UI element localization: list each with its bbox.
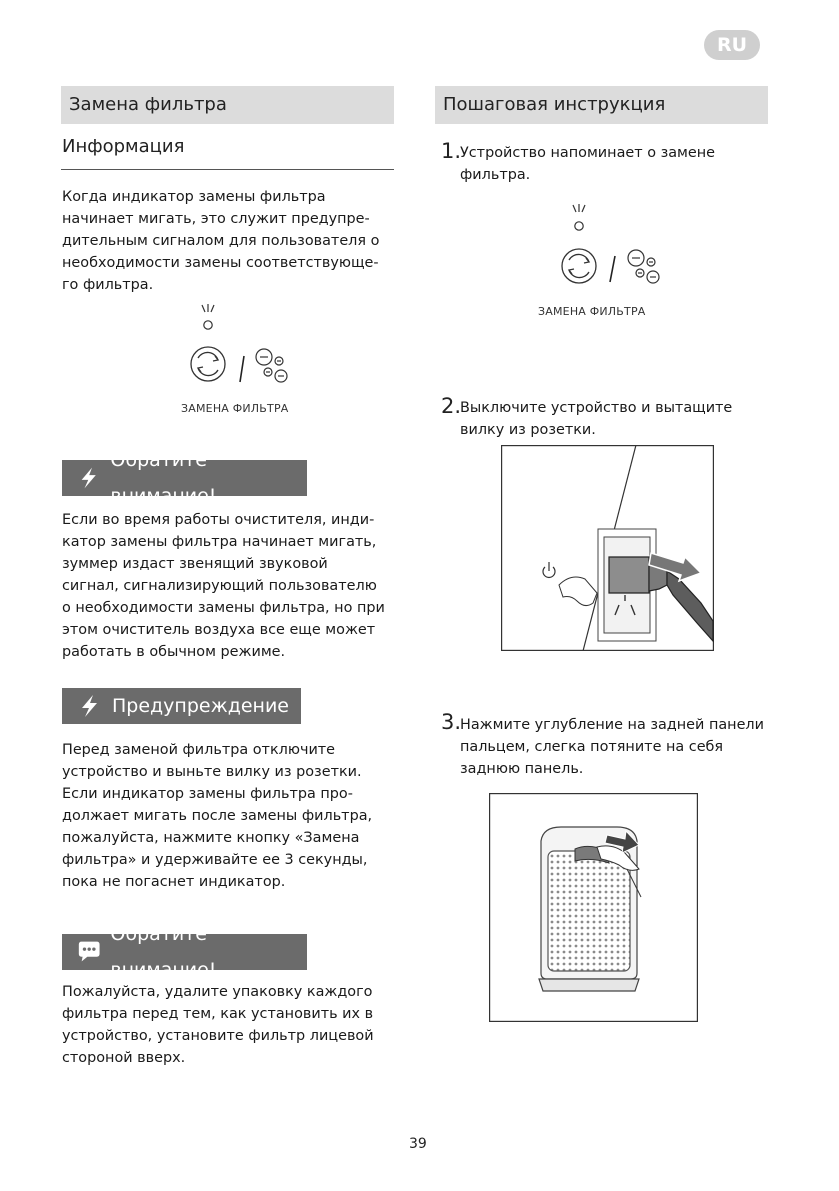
- back-panel-figure: [489, 793, 698, 1022]
- step-3-number: 3.: [441, 710, 462, 734]
- step-2-number: 2.: [441, 394, 462, 418]
- step-3-text: Нажмите углубление на задней панели пальцем, слегка потяните на себя заднюю панель.: [460, 717, 764, 777]
- info-paragraph: Когда индикатор замены фильтра начинает мигать, это служит предупре- дительным сигналом для пользователя о необходимости замены соответствующе- го фильтра.: [62, 189, 380, 293]
- indicator-caption-2: ЗАМЕНА ФИЛЬТРА: [538, 305, 646, 318]
- blinking-indicator-icon: [573, 204, 585, 230]
- lightning-icon: [76, 466, 102, 490]
- lightning-icon: [76, 694, 104, 718]
- filter-indicator-illustration-2: [552, 196, 672, 296]
- notice-paragraph-1: Если во время работы очистителя, инди- катор замены фильтра начинает мигать, зуммер издаст звенящий звуковой сигнал, сигнализирующий пользователю о необходимости замены фильтра, но при этом очиститель воздуха все еще может работать в обычном режиме.: [62, 512, 385, 660]
- notice-paragraph-2: Пожалуйста, удалите упаковку каждого фильтра перед тем, как установить их в устройство, установите фильтр лицевой стороной вверх.: [62, 984, 374, 1066]
- warning-title: Предупреждение: [112, 695, 289, 717]
- indicator-caption: ЗАМЕНА ФИЛЬТРА: [181, 402, 289, 415]
- notice-title: Обратите внимание!: [110, 923, 217, 981]
- step-1-text: Устройство напоминает о замене фильтра.: [460, 145, 716, 183]
- slash-divider: [240, 356, 244, 382]
- language-badge: RU: [704, 30, 760, 60]
- filter-reset-icon: [191, 347, 225, 381]
- warning-paragraph: Перед заменой фильтра отключите устройство и выньте вилку из розетки. Если индикатор замены фильтра про- должает мигать после замены фильтра, пожалуйста, нажмите кнопку «Замена фильтра» и удерживайте ее 3 секунды, пока не погаснет индикатор.: [62, 742, 373, 890]
- filter-particles-icon: [628, 250, 659, 283]
- slash-divider: [610, 256, 615, 282]
- filter-reset-icon: [562, 249, 596, 283]
- page-number: 39: [409, 1136, 427, 1152]
- notice-banner-2: [62, 923, 307, 981]
- filter-particles-icon: [256, 349, 287, 382]
- step-2-text: Выключите устройство и вытащите вилку из розетки.: [460, 400, 733, 438]
- notice-title: Обратите внимание!: [110, 449, 217, 507]
- heading-divider: [61, 169, 394, 170]
- info-heading: Информация: [62, 136, 185, 157]
- warning-banner: [62, 688, 301, 724]
- unplug-figure: [501, 445, 714, 651]
- step-1-number: 1.: [441, 139, 462, 163]
- filter-indicator-illustration: [180, 300, 300, 390]
- section-header-step-by-step: Пошаговая инструкция: [435, 86, 768, 124]
- speech-bubble-icon: [76, 940, 102, 964]
- blinking-indicator-icon: [202, 304, 214, 329]
- notice-banner-1: [62, 449, 307, 507]
- section-header-filter-replacement: Замена фильтра: [61, 86, 394, 124]
